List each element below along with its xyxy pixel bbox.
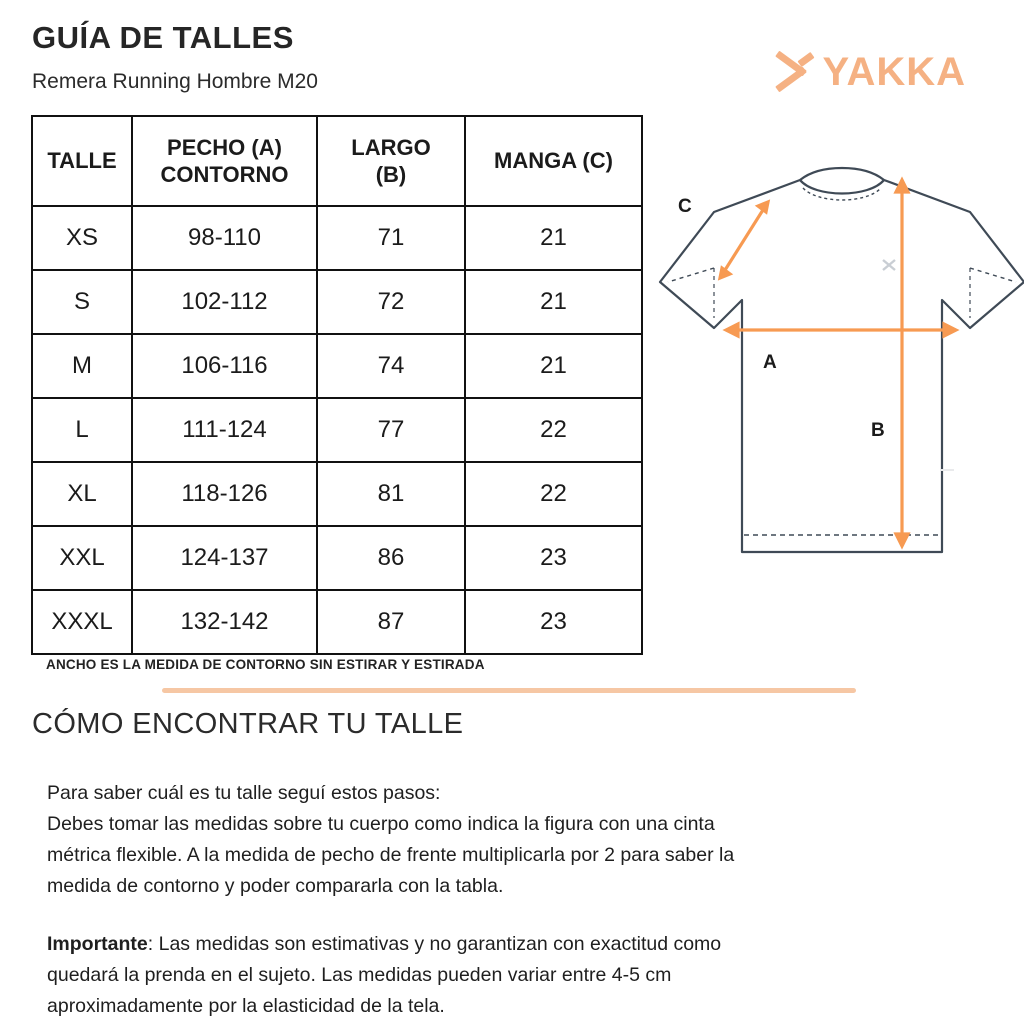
cell-largo: 87 xyxy=(317,590,465,654)
important-line-2: quedará la prenda en el sujeto. Las medidas pueden variar entre 4-5 cm xyxy=(47,964,672,986)
cell-pecho: 111-124 xyxy=(132,398,317,462)
cell-manga: 22 xyxy=(465,462,642,526)
table-row xyxy=(32,590,642,654)
label-sleeve-c: C xyxy=(678,196,692,217)
important-line-1 xyxy=(47,929,952,960)
cell-pecho: 102-112 xyxy=(132,270,317,334)
cell-pecho: 98-110 xyxy=(132,206,317,270)
tshirt-diagram-svg xyxy=(640,150,1024,580)
table-row xyxy=(32,526,642,590)
cell-pecho: 124-137 xyxy=(132,526,317,590)
cell-largo: 81 xyxy=(317,462,465,526)
table-header-pecho: PECHO (A) CONTORNO xyxy=(132,116,317,206)
cell-largo: 74 xyxy=(317,334,465,398)
table-row xyxy=(32,206,642,270)
instructions-line-3: métrica flexible. A la medida de pecho de frente multiplicarla por 2 para saber la xyxy=(47,844,735,866)
table-header-manga: MANGA (C) xyxy=(465,116,642,206)
yakka-x-icon xyxy=(772,52,818,92)
brand-name: YAKKA xyxy=(822,50,966,94)
size-table xyxy=(31,115,643,655)
section-divider xyxy=(162,688,856,693)
instructions-line-2: Debes tomar las medidas sobre tu cuerpo como indica la figura con una cinta xyxy=(47,813,715,835)
cell-talle: XXXL xyxy=(32,590,132,654)
instructions-text xyxy=(47,778,952,1022)
cell-talle: L xyxy=(32,398,132,462)
table-note: ANCHO ES LA MEDIDA DE CONTORNO SIN ESTIRAR Y ESTIRADA xyxy=(46,657,485,672)
table-row xyxy=(32,334,642,398)
table-row xyxy=(32,462,642,526)
cell-pecho: 106-116 xyxy=(132,334,317,398)
cell-talle: XS xyxy=(32,206,132,270)
cell-manga: 22 xyxy=(465,398,642,462)
table-header-largo: LARGO (B) xyxy=(317,116,465,206)
instructions-line-1: Para saber cuál es tu talle seguí estos pasos: xyxy=(47,782,441,804)
important-line-3: aproximadamente por la elasticidad de la tela. xyxy=(47,995,445,1017)
page-subtitle: Remera Running Hombre M20 xyxy=(32,70,318,93)
table-header-talle: TALLE xyxy=(32,116,132,206)
important-line-1-text: : Las medidas son estimativas y no garantizan con exactitud como xyxy=(147,933,722,955)
cell-manga: 21 xyxy=(465,334,642,398)
important-label: Importante xyxy=(47,933,148,955)
tshirt-illustration xyxy=(640,150,1024,580)
cell-talle: XL xyxy=(32,462,132,526)
cell-talle: M xyxy=(32,334,132,398)
section-title: CÓMO ENCONTRAR TU TALLE xyxy=(32,708,464,740)
cell-pecho: 118-126 xyxy=(132,462,317,526)
cell-largo: 72 xyxy=(317,270,465,334)
cell-talle: XXL xyxy=(32,526,132,590)
cell-largo: 71 xyxy=(317,206,465,270)
instructions-line-4: medida de contorno y poder compararla con la tabla. xyxy=(47,875,504,897)
table-row xyxy=(32,398,642,462)
paragraph-spacer xyxy=(47,902,952,929)
cell-manga: 23 xyxy=(465,526,642,590)
cell-largo: 77 xyxy=(317,398,465,462)
page-title: GUÍA DE TALLES xyxy=(32,20,294,55)
label-length-b: B xyxy=(871,420,885,441)
label-chest-a: A xyxy=(763,352,777,373)
cell-talle: S xyxy=(32,270,132,334)
cell-manga: 23 xyxy=(465,590,642,654)
cell-largo: 86 xyxy=(317,526,465,590)
table-row xyxy=(32,270,642,334)
cell-pecho: 132-142 xyxy=(132,590,317,654)
cell-manga: 21 xyxy=(465,206,642,270)
brand-logo xyxy=(772,52,966,92)
table-header-row xyxy=(32,116,642,206)
cell-manga: 21 xyxy=(465,270,642,334)
